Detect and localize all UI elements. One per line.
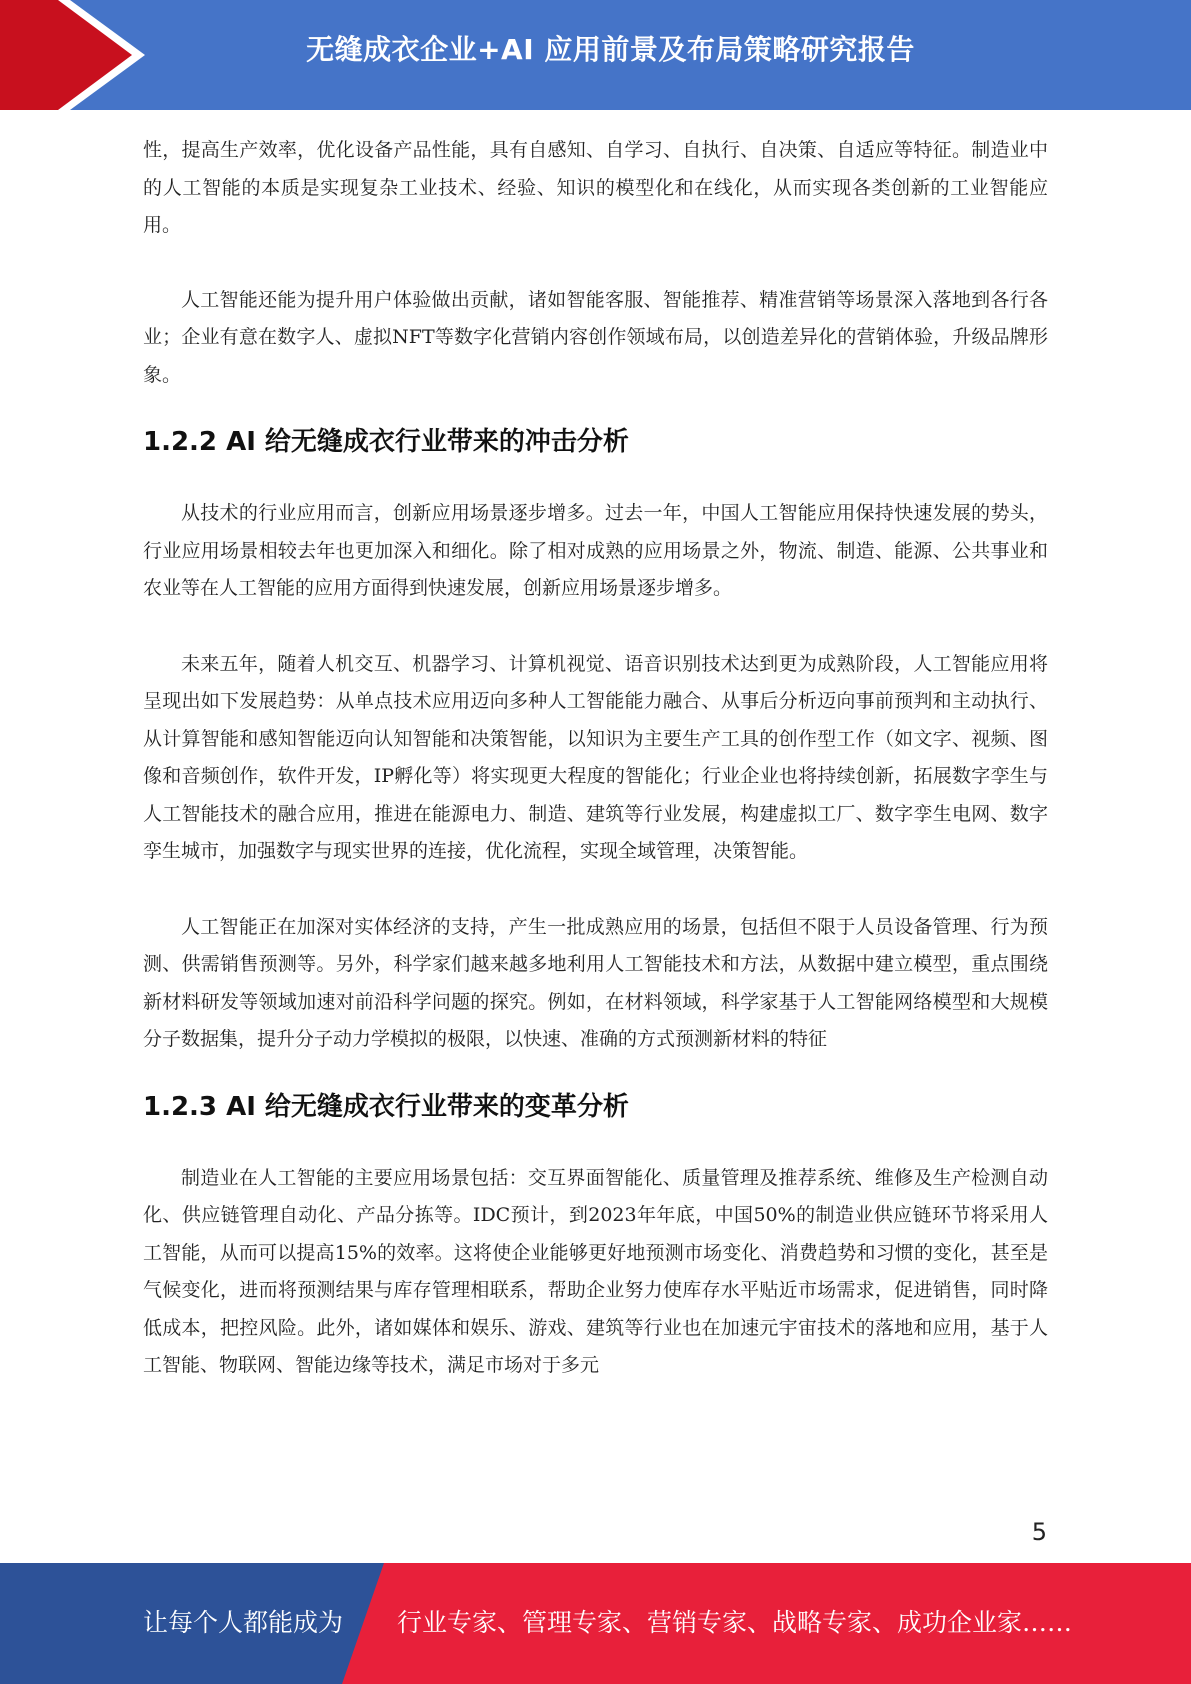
document-body <box>143 132 1048 1385</box>
paragraph-manufacturing-scenarios: 制造业在人工智能的主要应用场景包括：交互界面智能化、质量管理及推荐系统、维修及生产检测自动化、供应链管理自动化、产品分拣等。IDC预计，到2023年年底，中国50%的制造业供应链环节将采用人工智能，从而可以提高15%的效率。这将使企业能够更好地预测市场变化、消费趋势和习惯的变化，甚至是气候变化，进而将预测结果与库存管理相联系，帮助企业努力使库存水平贴近市场需求，促进销售，同时降低成本，把控风险。此外，诸如媒体和娱乐、游戏、建筑等行业也在加速元宇宙技术的落地和应用，基于人工智能、物联网、智能边缘等技术，满足市场对于多元 <box>143 1166 1048 1376</box>
page-header <box>0 0 1191 110</box>
paragraph-real-economy: 人工智能正在加深对实体经济的支持，产生一批成熟应用的场景，包括但不限于人员设备管理、行为预测、供需销售预测等。另外，科学家们越来越多地利用人工智能技术和方法，从数据中建立模型，重点围绕新材料研发等领域加速对前沿科学问题的探究。例如，在材料领域，科学家基于人工智能网络模型和大规模分子数据集，提升分子动力学模拟的极限，以快速、准确的方式预测新材料的特征 <box>143 915 1048 1050</box>
footer-slogan-right: 行业专家、管理专家、营销专家、战略专家、成功企业家…… <box>397 1608 1073 1637</box>
chevron-red-fill <box>0 0 132 110</box>
paragraph-user-experience: 人工智能还能为提升用户体验做出贡献，诸如智能客服、智能推荐、精准营销等场景深入落地到各行各业；企业有意在数字人、虚拟NFT等数字化营销内容创作领域布局，以创造差异化的营销体验，升级品牌形象。 <box>143 288 1048 386</box>
section-heading-1-2-2: 1.2.2 AI 给无缝成衣行业带来的冲击分析 <box>143 427 629 457</box>
section-heading-1-2-3: 1.2.3 AI 给无缝成衣行业带来的变革分析 <box>143 1091 629 1122</box>
page-number: 5 <box>1031 1518 1047 1546</box>
page-footer <box>0 1563 1191 1684</box>
header-chevron-decoration <box>0 0 160 110</box>
paragraph-tech-application: 从技术的行业应用而言，创新应用场景逐步增多。过去一年，中国人工智能应用保持快速发展的势头，行业应用场景相较去年也更加深入和细化。除了相对成熟的应用场景之外，物流、制造、能源、公共事业和农业等在人工智能的应用方面得到快速发展，创新应用场景逐步增多。 <box>143 502 1048 599</box>
footer-slogan-left: 让每个人都能成为 <box>143 1608 344 1637</box>
paragraph-five-year-trends: 未来五年，随着人机交互、机器学习、计算机视觉、语音识别技术达到更为成熟阶段，人工智能应用将呈现出如下发展趋势：从单点技术应用迈向多种人工智能能力融合、从事后分析迈向事前预判和主动执行、从计算智能和感知智能迈向认知智能和决策智能，以知识为主要生产工具的创作型工作（如文字、视频、图像和音频创作，软件开发，IP孵化等）将实现更大程度的智能化；行业企业也将持续创新，拓展数字孪生与人工智能技术的融合应用，推进在能源电力、制造、建筑等行业发展，构建虚拟工厂、数字孪生电网、数字孪生城市，加强数字与现实世界的连接，优化流程，实现全域管理，决策智能。 <box>143 652 1048 862</box>
paragraph-continued: 性，提高生产效率，优化设备产品性能，具有自感知、自学习、自执行、自决策、自适应等特征。制造业中的人工智能的本质是实现复杂工业技术、经验、知识的模型化和在线化，从而实现各类创新的工业智能应用。 <box>143 139 1048 236</box>
report-title: 无缝成衣企业+AI 应用前景及布局策略研究报告 <box>306 33 915 66</box>
